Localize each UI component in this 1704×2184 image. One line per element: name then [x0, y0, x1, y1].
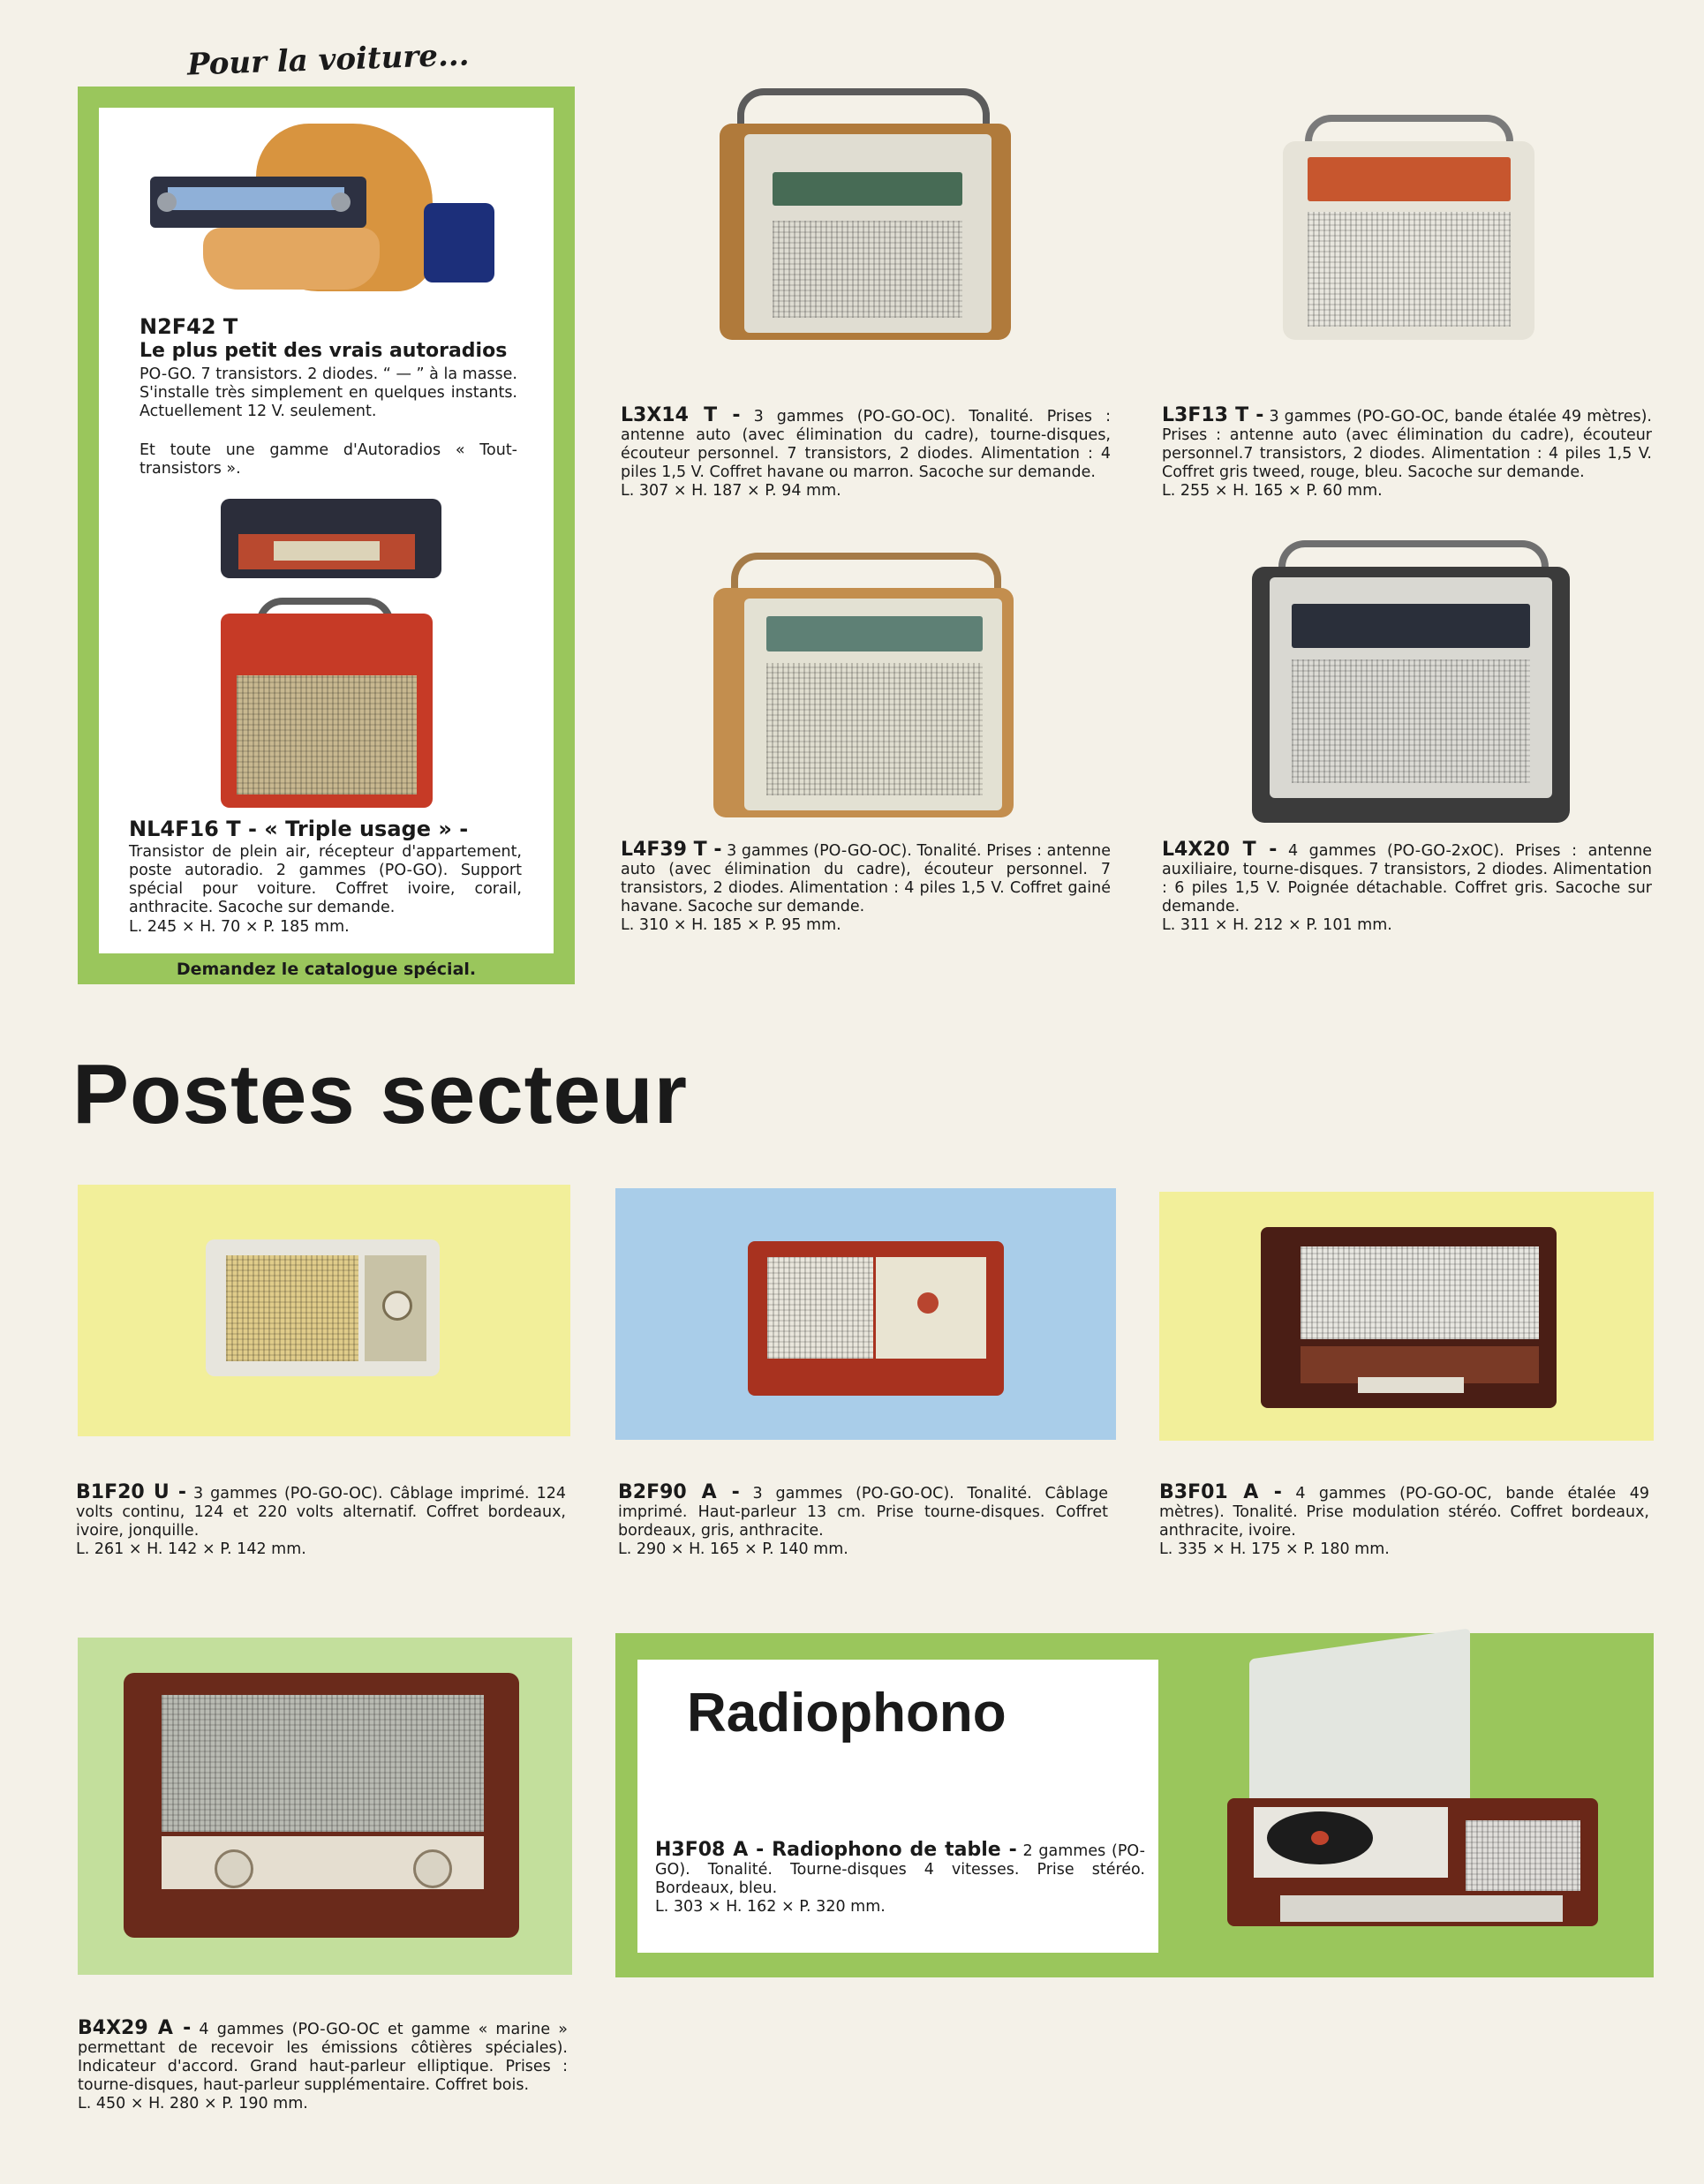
h3f08-code: H3F08 A - Radiophono de table -	[655, 1839, 1017, 1861]
l3f13-description: 3 gammes (PO-GO-OC, bande étalée 49 mètres). Prises : antenne auto (avec élimination du cadre), écouteur personnel.7 transistors, 2 diodes. Alimentation : 4 piles 1,5 V. Coffret gris tweed, rouge, bleu. Sacoche sur demande.	[1162, 408, 1652, 481]
b1f20-description: 3 gammes (PO-GO-OC). Câblage imprimé. 124 volts continu, 124 et 220 volts alternatif. Coffret bordeaux, ivoire, jonquille.	[76, 1485, 566, 1540]
n2f42-illustration	[150, 124, 503, 300]
l4f39-dimensions: L. 310 × H. 185 × P. 95 mm.	[621, 916, 841, 934]
l4x20-dimensions: L. 311 × H. 212 × P. 101 mm.	[1162, 916, 1392, 934]
l4x20-code: L4X20 T -	[1162, 839, 1278, 861]
l3x14-illustration	[720, 88, 1011, 353]
b1f20-panel	[78, 1185, 570, 1436]
l3f13-illustration	[1283, 115, 1534, 344]
l4f39-description: 3 gammes (PO-GO-OC). Tonalité. Prises : antenne auto (avec élimination du cadre), écouteur personnel. 7 transistors, 2 diodes. Alimentation : 4 piles 1,5 V. Coffret gainé havane. Sacoche sur demande.	[621, 842, 1111, 915]
b2f90-dimensions: L. 290 × H. 165 × P. 140 mm.	[618, 1540, 848, 1558]
l3f13-dimensions: L. 255 × H. 165 × P. 60 mm.	[1162, 482, 1383, 500]
l3x14-code: L3X14 T -	[621, 404, 741, 426]
h3f08-illustration	[1227, 1644, 1607, 1970]
b4x29-code: B4X29 A -	[78, 2017, 192, 2039]
b3f01-dimensions: L. 335 × H. 175 × P. 180 mm.	[1159, 1540, 1390, 1558]
l4f39-code: L4F39 T -	[621, 839, 722, 861]
l3x14-dimensions: L. 307 × H. 187 × P. 94 mm.	[621, 482, 841, 500]
catalogue-note: Demandez le catalogue spécial.	[176, 960, 477, 979]
b3f01-panel	[1159, 1192, 1654, 1441]
b4x29-dimensions: L. 450 × H. 280 × P. 190 mm.	[78, 2095, 308, 2112]
h3f08-dimensions: L. 303 × H. 162 × P. 320 mm.	[655, 1898, 886, 1916]
l4x20-description: 4 gammes (PO-GO-2xOC). Prises : antenne auxiliaire, tourne-disques. 7 transistors, 2 diodes. Alimentation : 6 piles 1,5 V. Poignée détachable. Coffret gris. Sacoche sur demande.	[1162, 842, 1652, 915]
n2f42-extra: Et toute une gamme d'Autoradios « Tout-transistors ».	[139, 441, 517, 478]
b3f01-code: B3F01 A -	[1159, 1481, 1282, 1503]
b4x29-panel	[78, 1638, 572, 1975]
l4x20-illustration	[1252, 540, 1570, 827]
section-title: Postes secteur	[72, 1047, 689, 1141]
nl4f16-illustration	[203, 499, 450, 817]
l3x14-description: 3 gammes (PO-GO-OC). Tonalité. Prises : antenne auto (avec élimination du cadre), tourne-disques, écouteur personnel. 7 transistors, 2 diodes. Alimentation : 4 piles 1,5 V. Coffret havane ou marron. Sacoche sur demande.	[621, 408, 1111, 481]
b1f20-dimensions: L. 261 × H. 142 × P. 142 mm.	[76, 1540, 306, 1558]
b2f90-description: 3 gammes (PO-GO-OC). Tonalité. Câblage imprimé. Haut-parleur 13 cm. Prise tourne-disques. Coffret bordeaux, gris, anthracite.	[618, 1485, 1108, 1540]
b3f01-description: 4 gammes (PO-GO-OC, bande étalée 49 mètres). Tonalité. Prise modulation stéréo. Coffret bordeaux, anthracite, ivoire.	[1159, 1485, 1649, 1540]
nl4f16-dimensions: L. 245 × H. 70 × P. 185 mm.	[129, 918, 350, 936]
nl4f16-code: NL4F16 T - « Triple usage » -	[129, 817, 469, 841]
l4f39-illustration	[713, 553, 1014, 826]
b2f90-code: B2F90 A -	[618, 1481, 740, 1503]
n2f42-description: PO-GO. 7 transistors. 2 diodes. “ — ” à la masse. S'installe très simplement en quelques instants. Actuellement 12 V. seulement.	[139, 365, 517, 420]
radiophono-title: Radiophono	[687, 1683, 1007, 1743]
b2f90-panel	[615, 1188, 1116, 1440]
h3f08-description: 2 gammes (PO-GO). Tonalité. Tourne-disques 4 vitesses. Prise stéréo. Bordeaux, bleu.	[655, 1842, 1145, 1897]
b4x29-description: 4 gammes (PO-GO-OC et gamme « marine » permettant de recevoir les émissions côtières spéciales). Indicateur d'accord. Grand haut-parleur elliptique. Prises : tourne-disques, haut-parleur supplémentaire. Coffret bois.	[78, 2021, 568, 2094]
n2f42-code: N2F42 T	[139, 314, 238, 339]
l3f13-code: L3F13 T -	[1162, 404, 1264, 426]
header-note: Pour la voiture...	[186, 37, 471, 83]
nl4f16-description: Transistor de plein air, récepteur d'appartement, poste autoradio. 2 gammes (PO-GO). Support spécial pour voiture. Coffret ivoire, corail, anthracite. Sacoche sur demande.	[129, 843, 522, 916]
b1f20-code: B1F20 U -	[76, 1481, 186, 1503]
n2f42-tagline: Le plus petit des vrais autoradios	[139, 340, 508, 362]
